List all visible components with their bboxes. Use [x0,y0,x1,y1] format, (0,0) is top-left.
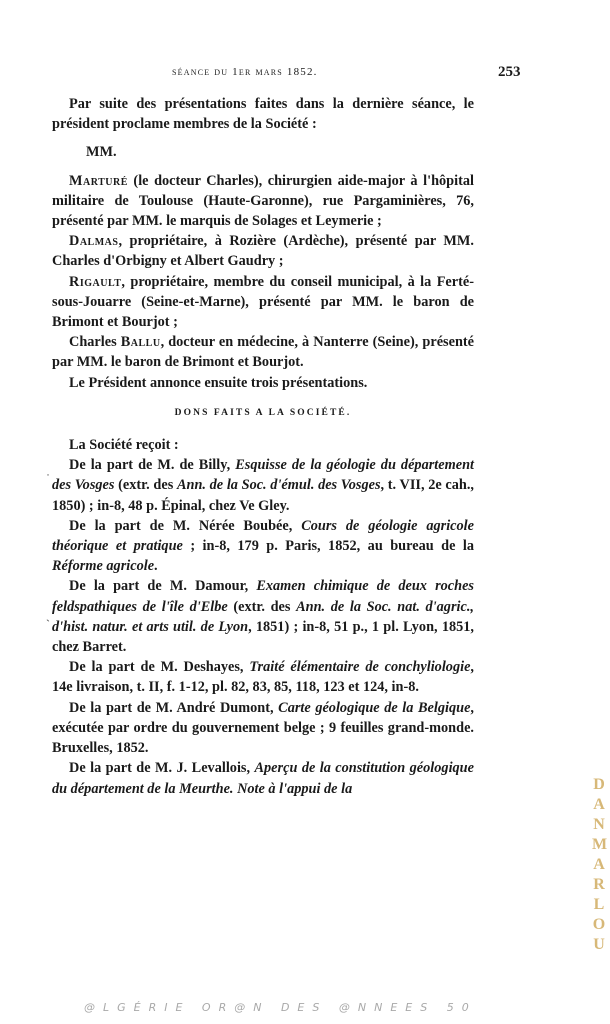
running-title: séance du 1er mars 1852. [172,66,318,78]
paragraph-presentations: Par suite des présentations faites dans la dernière séance, le président proclame membres de la Société : [52,96,474,133]
journal-title: Ann. de la Soc. d'émul. des Vosges [176,477,381,494]
citation-text: ; in-8, 179 p. Paris, 1852, au bureau de la [182,538,474,555]
page-number: 253 [498,64,521,80]
side-watermark-letter: A [593,856,605,873]
citation-text: , 14e livraison, t. II, f. 1-12, pl. 82, 83, 85, 118, 123 et 124, in-8. [52,659,474,696]
work-title: Esquisse de la géologie du département des Vosges [52,457,474,494]
member-details: , docteur en médecine, à Nanterre (Seine), présenté par MM. le baron de Brimont et Bourjot. [52,334,475,371]
side-watermark-letter: A [593,796,605,813]
margin-mark: ˋ [46,617,50,631]
donation-entry [52,758,474,798]
side-watermark-letter: N [593,816,605,833]
member-name: Marturé [69,172,128,189]
side-watermark-letter: L [593,896,605,913]
donation-entry [52,576,474,657]
member-entry [52,332,474,372]
journal-title: Ann. de la Soc. nat. d'agric., d'hist. natur. et arts util. de Lyon [52,598,474,635]
journal-title: Réforme agricole [52,558,155,575]
donations-intro: La Société reçoit : [69,437,179,454]
member-details: , propriétaire, membre du conseil municipal, à la Ferté-sous-Jouarre (Seine-et-Marne), présenté par MM. le baron de Brimont et Bourjot ; [52,273,474,331]
page-header [52,64,521,88]
donor: De la part de M. Damour, [69,578,257,595]
work-title: Aperçu de la constitution géologique du département de la Meurthe. Note à l'appui de la [52,760,474,797]
bottom-watermark: @LGÉRIE OR@N DES @NNEES 50 [84,1001,477,1014]
work-title: Carte géologique de la Belgique [278,699,471,716]
donor: De la part de M. de Billy, [69,457,236,474]
citation-text: , t. VII, 2e cah., 1850) ; in-8, 48 p. Épinal, chez Ve Gley. [52,477,474,514]
member-entry [52,272,474,333]
mm-heading: MM. [86,144,117,161]
citation-text: (extr. des [114,477,177,494]
member-entry [52,231,474,271]
work-title: Examen chimique de deux roches feldspathiques de l'île d'Elbe [52,578,474,615]
member-details: , propriétaire, à Rozière (Ardèche), présenté par MM. Charles d'Orbigny et Albert Gaudry ; [52,233,474,270]
section-title: DONS FAITS A LA SOCIÉTÉ. [174,407,352,418]
side-watermark-letter: O [592,916,606,933]
work-title: Cours de géologie agricole théorique et pratique [52,517,474,555]
citation-text: , 1851) ; in-8, 51 p., 1 pl. Lyon, 1851, chez Barret. [52,618,475,656]
donation-entry [52,516,474,577]
side-watermark-letter: D [593,776,605,793]
member-name: Dalmas [69,233,119,250]
member-name: Rigault [69,273,122,290]
margin-mark: ˙ [46,471,50,485]
donor: De la part de M. André Dumont, [69,699,279,716]
body-text [52,94,474,799]
donor: De la part de M. Deshayes, [69,659,250,676]
citation-text: . [154,558,158,575]
member-prefix: Charles [69,334,121,351]
side-watermark [592,775,606,955]
side-watermark-letter: U [593,936,605,953]
donor: De la part de M. Nérée Boubée, [69,517,302,534]
donation-entry [52,698,474,759]
member-entry [52,171,474,232]
side-watermark-letter: M [592,836,608,853]
citation-text: (extr. des [227,598,297,615]
member-details: (le docteur Charles), chirurgien aide-major à l'hôpital militaire de Toulouse (Haute-Garonne), rue Pargaminières, 76, présenté par MM. le marquis de Solages et Leymerie ; [52,172,474,230]
paragraph-president: Le Président annonce ensuite trois présentations. [69,374,368,391]
donation-entry [52,657,474,697]
donation-entry [52,455,474,516]
member-name: Ballu [120,334,161,351]
work-title: Traité élémentaire de conchyliologie [249,659,471,676]
donor: De la part de M. J. Levallois, [69,760,255,777]
citation-text: , exécutée par ordre du gouvernement belge ; 9 feuilles grand-monde. Bruxelles, 1852. [52,699,474,757]
side-watermark-letter: R [593,876,605,893]
